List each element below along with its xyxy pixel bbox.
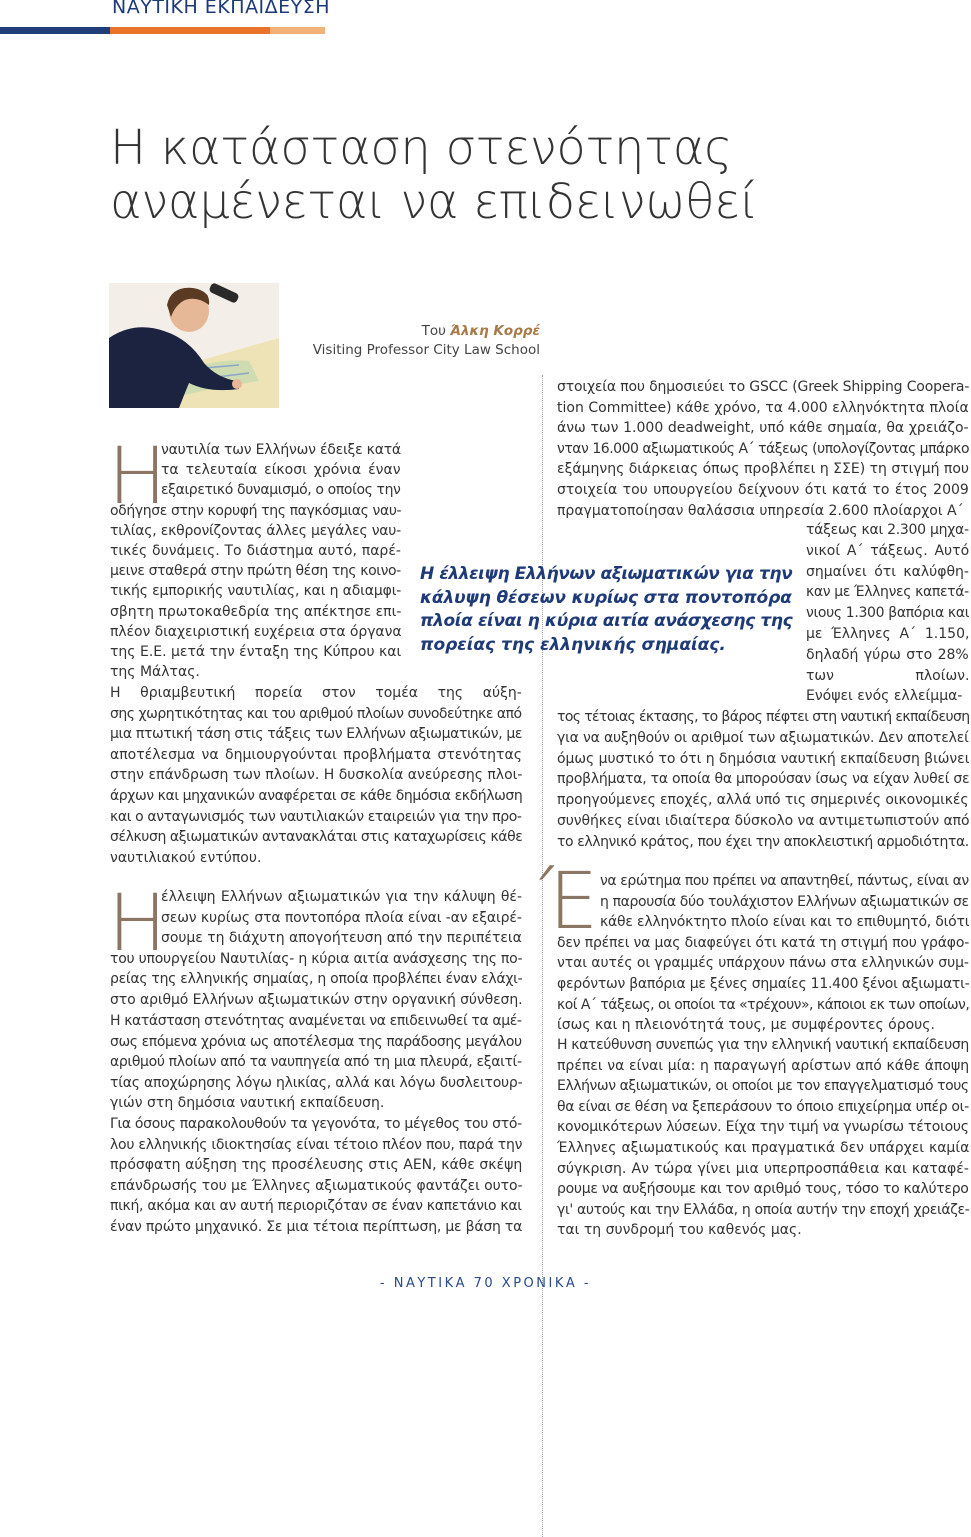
byline: [422, 323, 540, 339]
text-line: εξαιρετικό δυναμισμό, ο οποίος την: [161, 482, 401, 499]
text-line: γιών στη δημόσια ναυτική εκπαίδευση.: [110, 1095, 385, 1112]
author-name: Άλκη Κορρέ: [450, 323, 540, 339]
text-line: η παρουσία δύο τουλάχιστον Ελλήνων αξιωματικών σε: [600, 893, 969, 910]
article-photo: [109, 283, 279, 408]
section-title: ΝΑΥΤΙΚΗ ΕΚΠΑΙΔΕΥΣΗ: [112, 0, 331, 18]
text-line: κοί Α΄ τάξεως, οι οποίοι τα «τρέχουν», κάποιοι εκ των οποίων,: [557, 996, 970, 1013]
text-line: μεινε σταθερά στην πρώτη θέση της κοινο-: [110, 563, 401, 580]
text-line: προηγούμενες εποχές, αλλά υπό τις σημερινές οικονομικές: [557, 792, 969, 809]
text-line: πική, ακόμα και αν αυτή περιοριζόταν σε έναν καπετάνιο και: [110, 1198, 522, 1215]
text-line: ρουμε να αυξήσουμε και τον αριθμό τους, τόσο το καλύτερο: [557, 1181, 969, 1198]
text-line: πραγματοποίησαν θαλάσσια υπηρεσία 2.600 πλοίαρχοι Α΄: [557, 502, 964, 519]
text-line: της Μάλτας.: [110, 664, 200, 681]
text-line: έναν πρώτο μηχανικό. Σε μια τέτοια περίπτωση, με βάση τα: [110, 1219, 523, 1235]
text-line: δηλαδή γύρω στο 28%: [806, 646, 969, 663]
text-line: μια πτωτική τάση στις τάξεις των Ελλήνων αξιωματικών, με: [110, 726, 523, 743]
article-title-line2: αναμένεται να επιδεινωθεί: [110, 174, 759, 230]
text-line: στοιχεία του υπουργείου δείχνουν ότι κατά το έτος 2009: [557, 482, 969, 498]
text-line: επάνδρωσής του με Έλληνες αξιωματικούς φαντάζει ουτο-: [110, 1177, 523, 1194]
text-line: με Έλληνες Α΄ 1.150,: [806, 626, 970, 642]
text-line: της Ε.Ε. μετά την ένταξη της Κύπρου και: [110, 644, 402, 660]
text-line: σημαίνει ότι καλύφθη-: [806, 563, 969, 580]
text-line: όμως μυστικό το ότι η δημόσια ναυτική εκπαίδευση βιώνει: [557, 750, 970, 767]
text-line: ναυτιλία των Ελλήνων έδειξε κατά: [161, 442, 401, 458]
text-line: δεν πρέπει να μας διαφεύγει ότι κατά τη στιγμή που γράφο-: [557, 934, 970, 951]
text-line: σως επόμενα χρόνια ως αποτέλεσμα της παράδοσης μεγάλου: [110, 1033, 522, 1050]
text-line: στην επάνδρωση των πλοίων. Η δυσκολία ανεύρεσης πλοι-: [110, 767, 523, 784]
text-line: θα είναι σε θέση να ξεπεράσουν το όποιο επιχείρημα υπέρ οι-: [557, 1098, 969, 1115]
text-line: σεων κυρίως στα ποντοπόρα πλοία είναι -αν εξαιρέ-: [161, 909, 522, 926]
pull-quote: [420, 563, 792, 657]
text-line: πρέπει να είναι μία: η παραγωγή αρίστων από κάθε άποψη: [557, 1057, 970, 1074]
text-line: τάξεως και 2.300 μηχα-: [806, 522, 969, 538]
text-line: αποτέλεσμα να δημιουργούνται προβλήματα στενότητας: [110, 746, 522, 763]
text-line: ται τη συνδρομή του καθενός μας.: [557, 1222, 802, 1239]
text-line: για να αυξηθούν οι αριθμοί των αξιωματικών. Δεν αποτελεί: [557, 729, 969, 746]
pull-quote-line: κάλυψη θέσεων κυρίως στα ποντοπόρα: [420, 587, 792, 608]
text-line: και ο ανταγωνισμός των ναυτιλιακών εταιρειών για την προ-: [110, 808, 522, 825]
header-bar-navy: [0, 27, 110, 34]
text-line: Έλληνες αξιωματικούς και πραγματικά δεν υπάρχει καμία: [557, 1140, 970, 1156]
text-line: εξάμηνης διάρκειας όπως προβλέπει η ΣΣΕ) τη στιγμή που: [557, 461, 970, 478]
drop-cap: Η: [108, 879, 167, 969]
header-bar-orange: [110, 27, 270, 34]
text-line: ρείας της ελληνικής σημαίας, η οποία προβλέπει έναν ελάχι-: [110, 971, 523, 988]
text-line: σης χωρητικότητας και του αριθμού πλοίων συνοδεύτηκε από: [110, 705, 522, 722]
text-line: Η κατεύθυνση συνεπώς για την ελληνική ναυτική εκπαίδευση: [557, 1037, 969, 1053]
text-line: τικές δυνάμεις. Το διάστημα αυτό, παρέ-: [110, 543, 401, 559]
text-line: Η θριαμβευτική πορεία στον τομέα της αύξη-: [110, 685, 522, 701]
drop-cap: Έ: [540, 857, 599, 947]
text-line: κονομικότερων λύσεων. Είχα την τιμή να γνωρίσω τέτοιους: [557, 1119, 969, 1136]
text-line: ναυτιλιακού εντύπου.: [110, 849, 262, 866]
article-title-line1: Η κατάσταση στενότητας: [110, 120, 732, 176]
text-line: να ερώτημα που πρέπει να απαντηθεί, πάντως, είναι αν: [600, 873, 969, 889]
text-line: ίσως και η πλειονότητά τους, με συμφέροντες όρους.: [557, 1017, 935, 1034]
text-line: άνω των 1.000 deadweight, υπό κάθε σημαία, θα χρειάζο-: [557, 420, 969, 437]
text-line: στοιχεία που δημοσιεύει το GSCC (Greek Shipping Coopera-: [557, 379, 970, 395]
text-line: τιλίας, εκθρονίζοντας άλλες μεγάλες ναυ-: [110, 522, 401, 539]
text-line: tion Committee) κάθε χρόνο, τα 4.000 ελληνόκτητα πλοία: [557, 399, 969, 416]
text-line: των πλοίων.: [806, 667, 970, 684]
text-line: τος τέτοιας έκτασης, το βάρος πέφτει στη ναυτική εκπαίδευση: [557, 709, 970, 725]
text-line: σέλκυση αξιωματικών αντανακλάται στις καταχωρίσεις κάθε: [110, 829, 523, 846]
text-line: Ελλήνων αξιωματικών, οι οποίοι με τον επαγγελματισμό τους: [557, 1078, 969, 1095]
text-line: νιους 1.300 βαπόρια και: [806, 605, 970, 622]
text-line: αριθμού πλοίων από τα ναυπηγεία από τη μια πλευρά, εξαιτί-: [110, 1054, 522, 1071]
text-line: πλέον διαχειριστική ευχέρεια στα όργανα: [110, 623, 402, 640]
byline-prefix: Του: [421, 323, 451, 339]
author-title: Visiting Professor City Law School: [312, 342, 540, 358]
header-bar-peach: [270, 27, 325, 34]
pull-quote-line: πλοία είναι η κύρια αιτία ανάσχεσης της: [420, 611, 793, 631]
drop-cap: Η: [108, 432, 167, 522]
text-line: σουμε τη διάχυτη απογοήτευση από την περιπέτεια: [161, 930, 522, 947]
text-line: άρχων και μηχανικών αναφέρεται σε κάθε δημόσια εκδήλωση: [110, 788, 523, 804]
text-line: τα τελευταία είκοσι χρόνια έναν: [161, 462, 401, 479]
text-line: καν με Έλληνες καπετά-: [806, 584, 969, 601]
text-line: σύγκριση. Αν τώρα γίνει μια υπερπροσπάθεια και καταφέ-: [557, 1160, 969, 1177]
text-line: οδήγησε στην κορυφή της παγκόσμιας ναυ-: [110, 502, 402, 519]
text-line: νταν 16.000 αξιωματικούς Α΄ τάξεως (υπολογίζοντας μπάρκο: [557, 440, 970, 457]
page-footer: - ΝΑΥΤΙΚΑ 70 ΧΡΟΝΙΚΑ -: [379, 1276, 592, 1291]
text-line: Ενόψει ενός ελλείμμα-: [806, 688, 963, 705]
text-line: πρόσφατη αύξηση της προσέλευσης στις ΑΕΝ, κάθε σκέψη: [110, 1157, 523, 1174]
text-line: συνθήκες είναι ιδιαίτερα δύσκολο να αντιμετωπιστούν από: [557, 813, 970, 829]
text-line: το ελληνικό κράτος, που έχει την αποκλειστική αρμοδιότητα.: [557, 833, 969, 850]
text-line: του υπουργείου Ναυτιλίας- η κύρια αιτία ανάσχεσης της πο-: [110, 950, 523, 967]
text-line: φερόντων βαπόρια με ξένες σημαίες 11.400 ξένοι αξιωματι-: [557, 976, 970, 992]
column-divider: [542, 375, 543, 1537]
text-line: προβλήματα, τα οποία θα μπορούσαν ίσως να είχαν λυθεί σε: [557, 771, 970, 788]
text-line: Η κατάσταση στενότητας αναμένεται να επιδεινωθεί τα αμέ-: [110, 1013, 522, 1029]
text-line: έλλειψη Ελλήνων αξιωματικών για την κάλυψη θέ-: [161, 889, 523, 905]
text-line: νται αυτές οι γραμμές υπάρχουν πάνω στα ελληνικών συμ-: [557, 955, 969, 972]
pull-quote-line: πορείας της ελληνικής σημαίας.: [420, 634, 726, 655]
text-line: στο αριθμό Ελλήνων αξιωματικών στην οργανική σύνθεση.: [110, 992, 523, 1008]
text-line: σβητη πρωτοκαθεδρία της απέκτησε επι-: [110, 603, 402, 620]
text-line: τίας αποχώρησης λόγω ηλικίας, αλλά και λόγω δυσλειτουρ-: [110, 1074, 523, 1091]
text-line: νικοί Α΄ τάξεως. Αυτό: [806, 542, 970, 559]
text-line: γι' αυτούς και την Ελλάδα, η οποία αυτήν την εποχή χρειάζε-: [557, 1201, 970, 1218]
pull-quote-line: Η έλλειψη Ελλήνων αξιωματικών για την: [420, 564, 793, 584]
text-line: λου ελληνικής ιδιοκτησίας είναι τέτοιο πλέον που, παρά την: [110, 1136, 523, 1153]
text-line: Για όσους παρακολουθούν τα γεγονότα, το μέγεθος του στό-: [110, 1116, 522, 1132]
text-line: τικής εμπορικής ναυτιλίας, και η αδιαμφι-: [110, 583, 402, 600]
text-line: κάθε ελληνόκτητο πλοίο είναι και το επιθυμητό, διότι: [600, 914, 970, 931]
